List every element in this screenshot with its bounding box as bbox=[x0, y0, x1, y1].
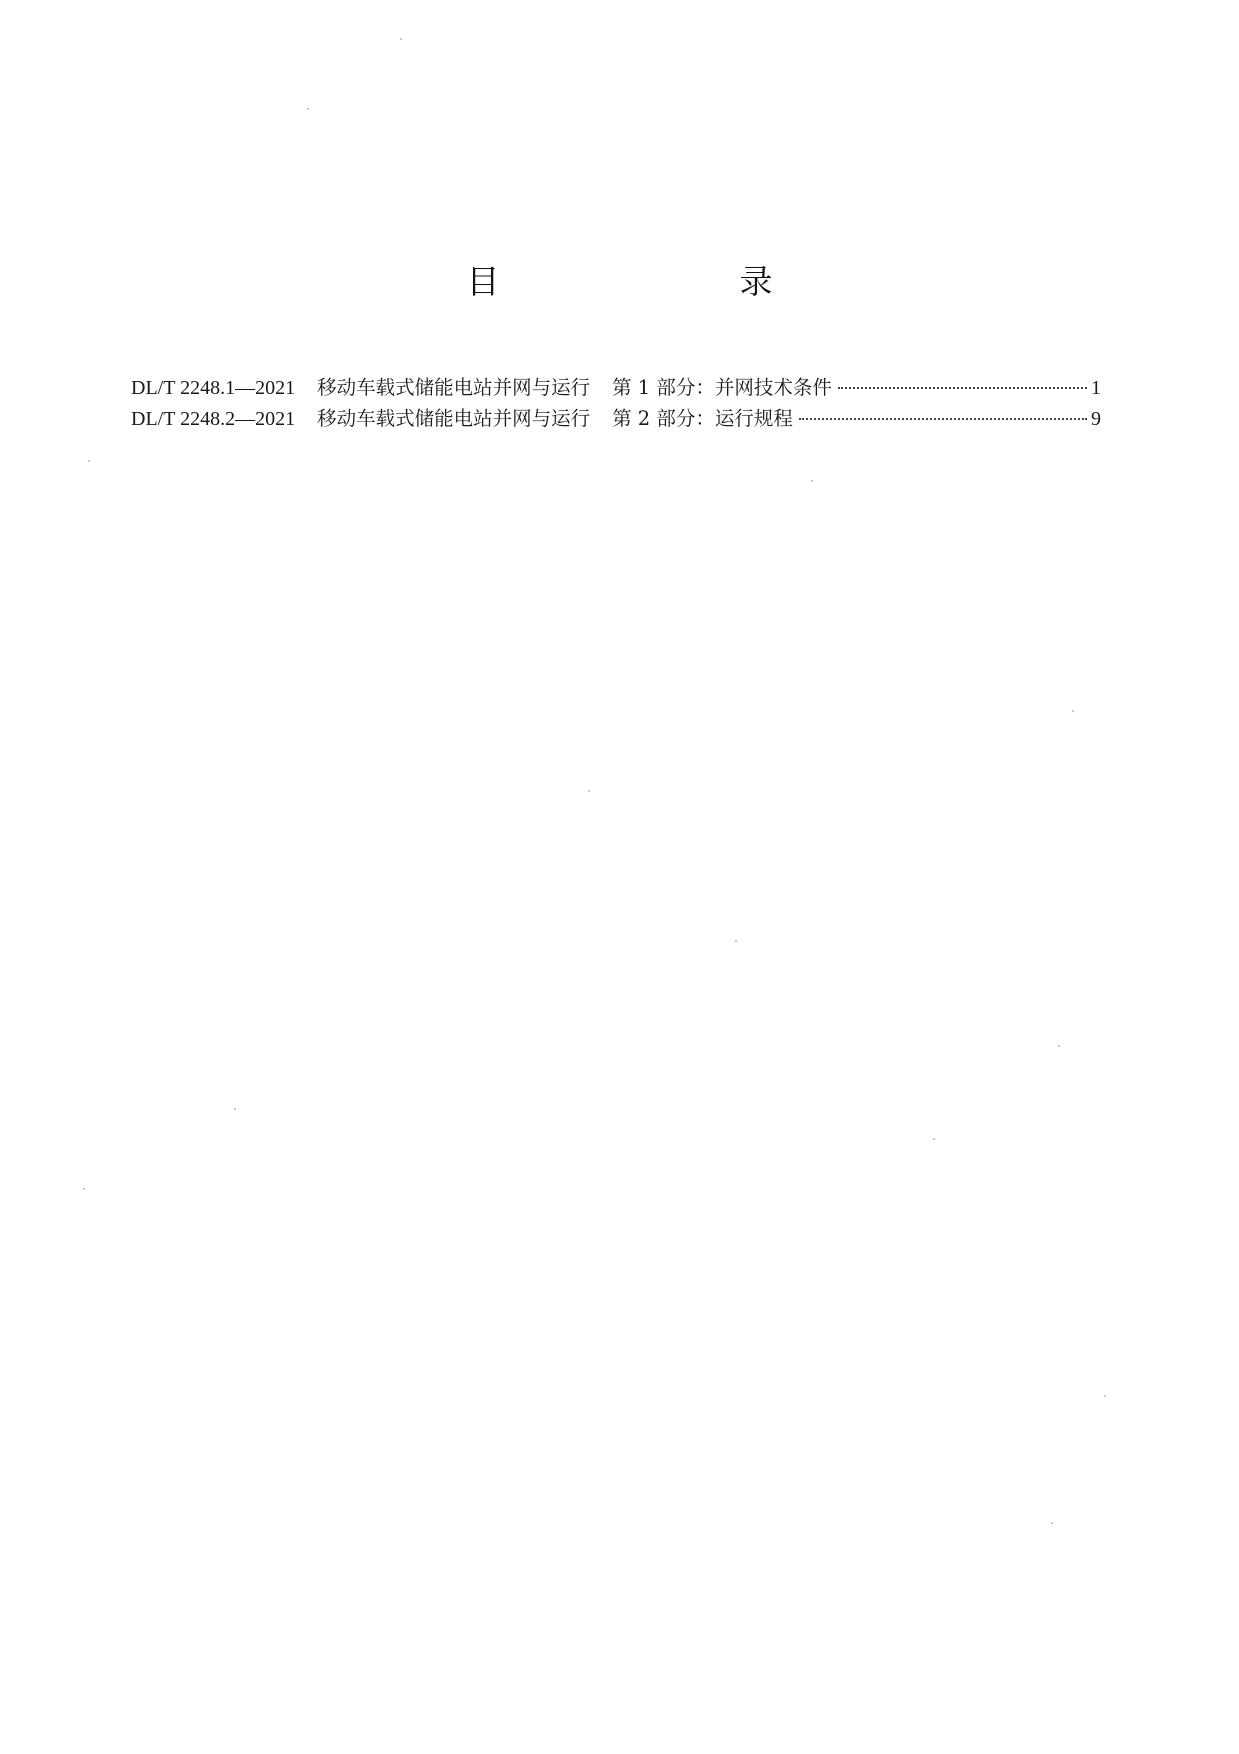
scan-speck bbox=[83, 1188, 85, 1190]
scan-speck bbox=[588, 790, 590, 792]
toc-entry[interactable] bbox=[131, 403, 1101, 434]
standard-name: 移动车载式储能电站并网与运行 bbox=[317, 376, 591, 399]
scan-speck bbox=[400, 38, 402, 40]
scan-speck bbox=[1104, 1395, 1106, 1397]
scan-speck bbox=[234, 1108, 236, 1110]
part-title: 第 1 部分：并网技术条件 bbox=[612, 376, 832, 399]
dot-leader bbox=[838, 387, 1087, 389]
scan-speck bbox=[88, 460, 90, 462]
toc-title: 目 录 bbox=[466, 262, 831, 301]
scan-speck bbox=[933, 1138, 935, 1140]
scan-speck bbox=[735, 940, 737, 942]
dot-leader bbox=[799, 418, 1087, 420]
standard-code: DL/T 2248.2—2021 bbox=[131, 408, 296, 430]
scan-speck bbox=[811, 480, 813, 482]
table-of-contents bbox=[131, 372, 1101, 434]
standard-name: 移动车载式储能电站并网与运行 bbox=[317, 407, 591, 430]
page-number: 1 bbox=[1091, 377, 1101, 399]
standard-code: DL/T 2248.1—2021 bbox=[131, 377, 296, 399]
scan-speck bbox=[1072, 710, 1074, 712]
page-number: 9 bbox=[1091, 408, 1101, 430]
part-title: 第 2 部分：运行规程 bbox=[612, 407, 793, 430]
scan-speck bbox=[1058, 1045, 1060, 1047]
scan-speck bbox=[307, 108, 309, 110]
scan-speck bbox=[1051, 1522, 1053, 1524]
toc-entry[interactable] bbox=[131, 372, 1101, 403]
